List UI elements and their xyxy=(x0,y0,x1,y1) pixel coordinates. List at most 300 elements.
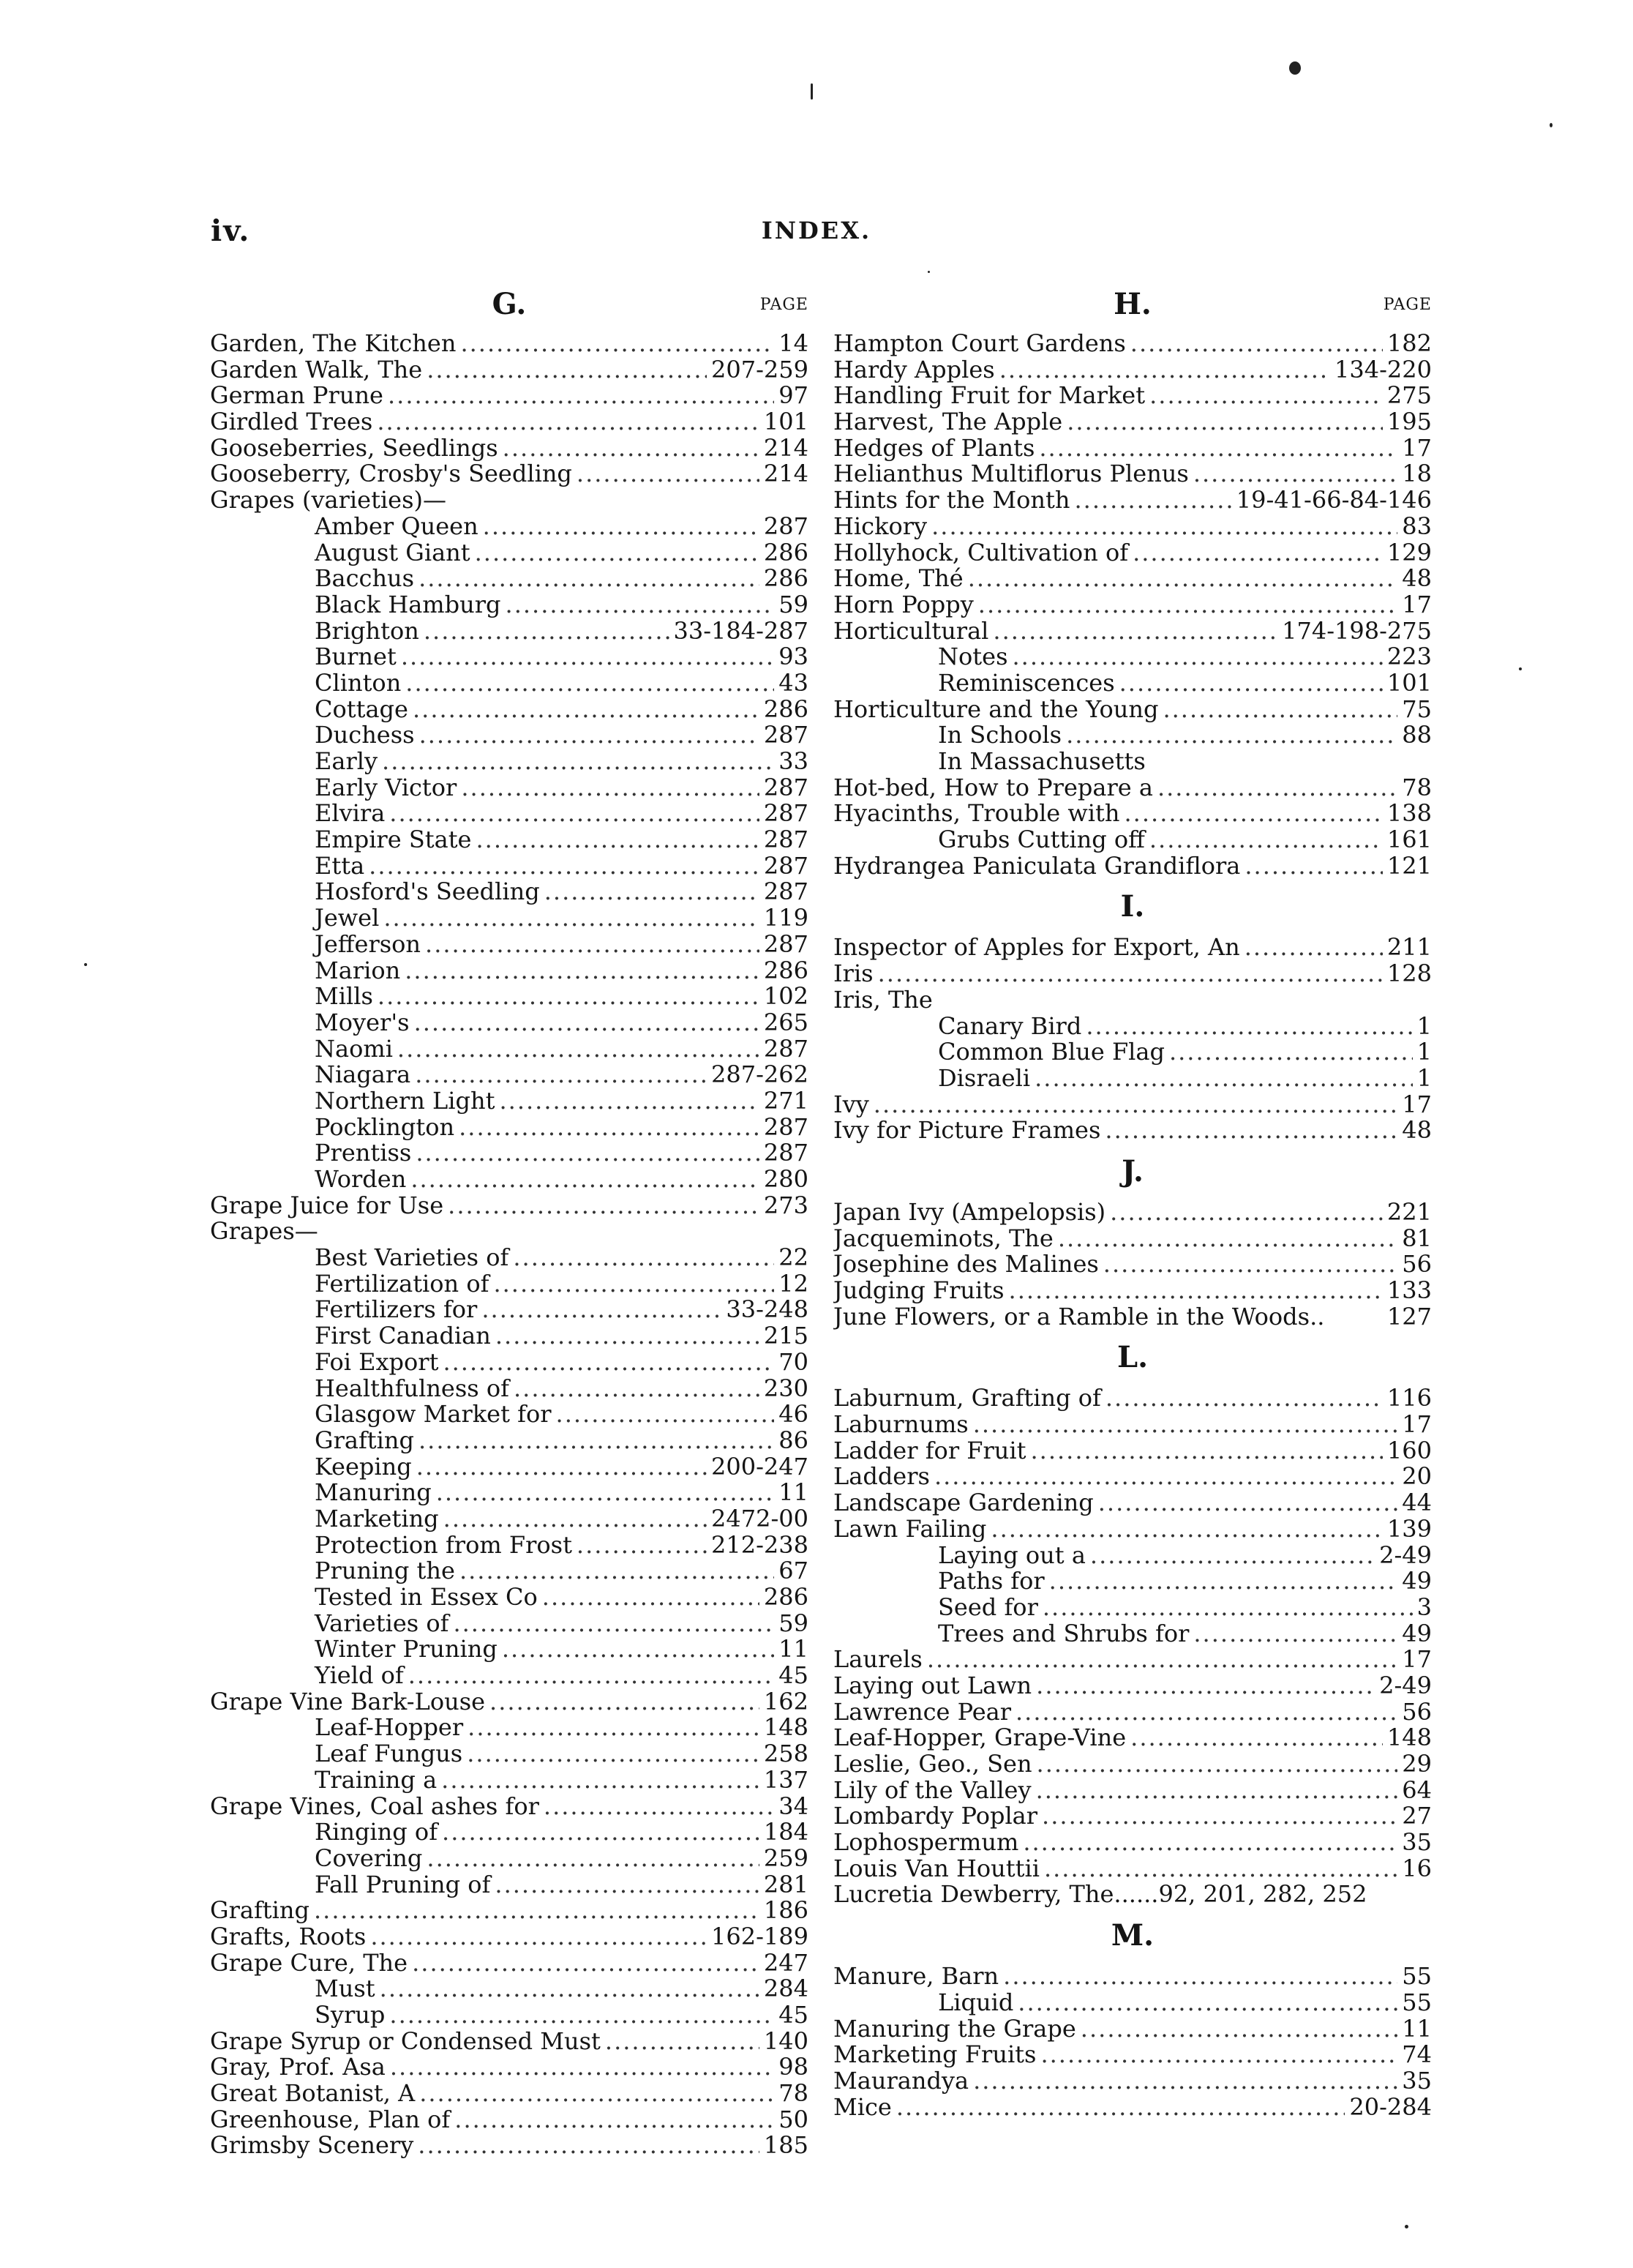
entry-page-number: 212-238 xyxy=(711,1532,808,1559)
entry-page-number: 148 xyxy=(763,1715,808,1742)
entry-term: Must xyxy=(315,1976,375,2002)
column-head-left xyxy=(210,287,808,331)
index-entry xyxy=(833,1830,1432,1856)
dot-leader xyxy=(1245,935,1383,961)
entry-page-number: 19-41-66-84-146 xyxy=(1236,487,1432,514)
dot-leader xyxy=(1130,1725,1383,1751)
index-entry xyxy=(210,1715,808,1741)
entry-term: Lily of the Valley xyxy=(833,1777,1032,1804)
entry-term: Etta xyxy=(315,853,365,880)
index-entry xyxy=(210,566,808,592)
index-entry xyxy=(833,1673,1432,1699)
entry-term: Clinton xyxy=(315,670,402,697)
entry-page-number: 286 xyxy=(763,1584,808,1611)
dot-leader xyxy=(937,987,1427,1014)
dot-leader xyxy=(878,961,1383,987)
index-entry xyxy=(833,1304,1432,1331)
page-label-right: PAGE xyxy=(1383,296,1432,314)
entry-term: Naomi xyxy=(315,1036,393,1063)
index-entry xyxy=(833,961,1432,987)
entry-term: Judging Fruits xyxy=(833,1278,1005,1304)
section-letter: M. xyxy=(1111,1918,1155,1953)
index-entry xyxy=(833,722,1432,749)
entry-term: Foi Export xyxy=(315,1349,439,1376)
index-entry xyxy=(833,1778,1432,1804)
entry-page-number: 161 xyxy=(1386,827,1432,853)
dot-leader xyxy=(1103,1251,1397,1278)
dot-leader xyxy=(1036,1673,1375,1699)
dot-leader xyxy=(453,1611,774,1637)
entry-term: Manure, Barn xyxy=(833,1964,999,1990)
dot-leader xyxy=(577,1532,707,1559)
index-entry xyxy=(210,514,808,540)
entry-term: Mice xyxy=(833,2094,892,2121)
entry-term: Worden xyxy=(315,1167,407,1193)
entry-page-number: 78 xyxy=(778,2081,808,2107)
index-entry xyxy=(833,1385,1432,1412)
index-entry xyxy=(833,1543,1432,1569)
entry-page-number: 247 xyxy=(763,1950,808,1977)
dot-leader xyxy=(896,2095,1345,2121)
index-entry xyxy=(833,357,1432,383)
entry-page-number: 174-198-275 xyxy=(1282,618,1432,645)
dot-leader xyxy=(414,1010,759,1036)
entry-page-number: 275 xyxy=(1386,383,1432,410)
entry-term: Harvest, The Apple xyxy=(833,409,1063,435)
dot-leader xyxy=(461,775,759,801)
index-entry xyxy=(210,1297,808,1323)
entry-page-number: 162 xyxy=(763,1688,808,1715)
index-entry xyxy=(833,1964,1432,1990)
index-entry xyxy=(210,1350,808,1376)
entry-term: Cottage xyxy=(315,696,408,723)
entry-page-number: 11 xyxy=(1402,2016,1432,2043)
index-entry xyxy=(210,1219,808,1245)
index-entry xyxy=(210,1167,808,1193)
index-entry xyxy=(833,1118,1432,1144)
entry-term: Manuring the Grape xyxy=(833,2016,1076,2043)
index-entry xyxy=(833,1066,1432,1092)
dot-leader xyxy=(1018,1990,1397,2016)
entry-page-number: 34 xyxy=(778,1793,808,1820)
entry-term: Jewel xyxy=(315,905,380,932)
dot-leader xyxy=(514,1376,759,1402)
dot-leader xyxy=(475,540,759,566)
dot-leader xyxy=(1193,461,1397,487)
entry-page-number: 195 xyxy=(1386,409,1432,435)
index-entry xyxy=(210,357,808,383)
entry-page-number: 101 xyxy=(763,409,808,435)
index-entry xyxy=(210,722,808,749)
entry-page-number: 48 xyxy=(1402,1118,1432,1144)
entry-page-number: 74 xyxy=(1402,2042,1432,2068)
entry-page-number: 18 xyxy=(1402,461,1432,488)
index-entry xyxy=(210,1323,808,1350)
index-entry xyxy=(833,2068,1432,2095)
dot-leader xyxy=(1049,1568,1398,1595)
dot-leader xyxy=(978,592,1397,618)
dot-leader xyxy=(1030,1438,1382,1464)
dot-leader xyxy=(1016,1699,1397,1726)
entry-page-number: 258 xyxy=(763,1741,808,1767)
index-entry xyxy=(833,749,1432,775)
dot-leader xyxy=(993,618,1277,645)
index-entry xyxy=(833,775,1432,801)
entry-term: Paths for xyxy=(938,1568,1045,1595)
entry-term: Fall Pruning of xyxy=(315,1871,491,1898)
entry-page-number: 139 xyxy=(1386,1516,1432,1543)
dot-leader xyxy=(378,984,759,1010)
dot-leader xyxy=(1066,722,1397,749)
entry-page-number: 56 xyxy=(1402,1699,1432,1726)
entry-term: Inspector of Apples for Export, An xyxy=(833,935,1240,962)
index-entry xyxy=(833,1882,1432,1908)
entry-term: Pruning the xyxy=(315,1558,455,1584)
dot-leader xyxy=(369,853,759,880)
entry-term: Laburnums xyxy=(833,1412,969,1438)
entry-page-number: 88 xyxy=(1402,722,1432,749)
dot-leader xyxy=(973,1412,1398,1438)
dot-leader xyxy=(556,1401,775,1428)
entry-term: Gray, Prof. Asa xyxy=(210,2054,386,2081)
dot-leader xyxy=(1035,1066,1413,1092)
index-entry xyxy=(210,1088,808,1115)
index-entry xyxy=(210,409,808,435)
entry-term: Fertilizers for xyxy=(315,1297,478,1324)
index-entry xyxy=(210,1976,808,2002)
entry-term: Early xyxy=(315,749,378,775)
entry-page-number: 184 xyxy=(763,1819,808,1846)
index-entry xyxy=(833,592,1432,618)
entry-page-number: 1 xyxy=(1416,1039,1432,1066)
dot-leader xyxy=(1371,1882,1427,1908)
scan-speck xyxy=(84,963,87,966)
entry-page-number: 287 xyxy=(763,722,808,749)
entry-page-number: 160 xyxy=(1386,1437,1432,1464)
dot-leader xyxy=(495,1323,759,1350)
entry-page-number: 12 xyxy=(778,1270,808,1298)
dot-leader xyxy=(459,1115,759,1141)
index-entry xyxy=(210,697,808,723)
index-entry xyxy=(210,1611,808,1637)
section-letter-h: H. xyxy=(1114,287,1152,321)
entry-term: Horn Poppy xyxy=(833,591,974,618)
index-entry xyxy=(210,1480,808,1506)
entry-term: Prentiss xyxy=(315,1140,412,1167)
entry-page-number: 17 xyxy=(1402,1091,1432,1118)
entry-term: Niagara xyxy=(315,1062,411,1088)
dot-leader xyxy=(1329,1304,1383,1331)
entry-term: Tested in Essex Co xyxy=(315,1584,538,1611)
index-entry xyxy=(833,1014,1432,1040)
dot-leader xyxy=(483,514,759,540)
entry-term: Ladders xyxy=(833,1464,930,1491)
entry-term: Fertilization of xyxy=(315,1270,489,1298)
entry-page-number: 83 xyxy=(1402,513,1432,540)
entry-page-number: 186 xyxy=(763,1898,808,1924)
scan-speck xyxy=(1519,667,1522,670)
index-entry xyxy=(210,2029,808,2055)
entry-term: Pocklington xyxy=(315,1114,455,1141)
right-entry-list xyxy=(833,331,1432,2120)
index-entry xyxy=(210,749,808,775)
dot-leader xyxy=(1023,1830,1397,1856)
index-entry xyxy=(210,879,808,905)
index-entry xyxy=(833,1568,1432,1595)
entry-term: Grape Vine Bark-Louse xyxy=(210,1688,486,1715)
dot-leader xyxy=(425,932,759,958)
entry-term: Garden Walk, The xyxy=(210,356,423,383)
dot-leader xyxy=(495,1872,759,1898)
index-entry xyxy=(833,1226,1432,1252)
entry-term: Marion xyxy=(315,957,401,984)
dot-leader xyxy=(323,1219,804,1245)
entry-term: Hedges of Plants xyxy=(833,435,1035,462)
entry-term: Varieties of xyxy=(315,1610,449,1637)
dot-leader xyxy=(424,618,669,645)
column-head-right xyxy=(833,287,1432,331)
entry-term: Hampton Court Gardens xyxy=(833,331,1126,357)
entry-term: Winter Pruning xyxy=(315,1636,498,1663)
entry-page-number: 64 xyxy=(1402,1777,1432,1804)
entry-term: Manuring xyxy=(315,1480,432,1506)
entry-page-number: 119 xyxy=(763,905,808,932)
entry-page-number: 116 xyxy=(1386,1385,1432,1412)
entry-term: Horticulture and the Young xyxy=(833,696,1159,723)
dot-leader xyxy=(380,1976,759,2002)
entry-term: Garden, The Kitchen xyxy=(210,331,457,357)
entry-term: Horticultural xyxy=(833,618,989,645)
index-entry xyxy=(833,618,1432,645)
dot-leader xyxy=(1067,409,1383,435)
entry-term: Laburnum, Grafting of xyxy=(833,1385,1101,1412)
entry-term: Healthfulness of xyxy=(315,1375,509,1402)
index-entry xyxy=(833,801,1432,827)
index-entry xyxy=(833,1278,1432,1304)
entry-term: Liquid xyxy=(938,1989,1014,2016)
index-column-right xyxy=(833,287,1432,2120)
dot-leader xyxy=(397,1036,759,1063)
scan-speck xyxy=(928,271,930,273)
entry-term: First Canadian xyxy=(315,1323,491,1350)
index-entry xyxy=(210,2107,808,2133)
entry-page-number: 59 xyxy=(778,591,808,618)
dot-leader xyxy=(419,2081,774,2107)
index-entry xyxy=(833,2095,1432,2121)
entry-page-number: 128 xyxy=(1386,961,1432,987)
dot-leader xyxy=(370,1924,707,1950)
index-entry xyxy=(833,514,1432,540)
entry-term: Grape Syrup or Condensed Must xyxy=(210,2028,601,2055)
entry-term: Grape Juice for Use xyxy=(210,1192,444,1219)
entry-term: Mills xyxy=(315,984,373,1010)
entry-page-number: 17 xyxy=(1402,435,1432,462)
dot-leader xyxy=(390,2054,774,2081)
index-entry xyxy=(210,383,808,409)
index-entry xyxy=(833,1464,1432,1490)
dot-leader xyxy=(1081,2016,1397,2043)
entry-page-number: 287 xyxy=(763,513,808,540)
entry-term: Empire State xyxy=(315,827,472,853)
index-entry xyxy=(210,618,808,645)
dot-leader xyxy=(383,905,759,932)
scan-speck xyxy=(811,83,813,100)
index-entry xyxy=(210,1924,808,1950)
dot-leader xyxy=(1150,749,1427,775)
dot-leader xyxy=(377,409,759,435)
index-entry xyxy=(210,905,808,932)
index-entry xyxy=(833,1490,1432,1516)
index-entry xyxy=(210,1401,808,1428)
scan-speck xyxy=(1289,61,1301,75)
index-entry xyxy=(210,1062,808,1088)
entry-page-number: 207-259 xyxy=(711,356,808,383)
entry-page-number: 48 xyxy=(1402,566,1432,592)
entry-page-number: 101 xyxy=(1386,670,1432,697)
section-letter-g: G. xyxy=(492,287,527,321)
entry-term: Louis Van Houttii xyxy=(833,1855,1040,1882)
index-entry xyxy=(210,540,808,566)
dot-leader xyxy=(1003,1964,1397,1990)
entry-page-number: 43 xyxy=(778,670,808,697)
entry-page-number: 140 xyxy=(763,2028,808,2055)
index-entry xyxy=(210,1819,808,1846)
dot-leader xyxy=(605,2029,759,2055)
entry-term: Protection from Frost xyxy=(315,1532,572,1559)
dot-leader xyxy=(1090,1543,1375,1569)
entry-page-number: 281 xyxy=(763,1871,808,1898)
index-entry xyxy=(833,1699,1432,1726)
entry-page-number: 200-247 xyxy=(711,1453,808,1481)
dot-leader xyxy=(467,1741,759,1767)
entry-term: Bacchus xyxy=(315,566,415,592)
entry-page-number: 27 xyxy=(1402,1803,1432,1830)
entry-term: Elvira xyxy=(315,801,386,828)
dot-leader xyxy=(1074,487,1231,514)
entry-term: Grapes (varieties)— xyxy=(210,487,446,514)
index-entry xyxy=(210,2081,808,2107)
dot-leader xyxy=(468,1715,759,1741)
entry-term: Iris, The xyxy=(833,987,933,1014)
entry-page-number: 286 xyxy=(763,566,808,592)
entry-term: German Prune xyxy=(210,383,383,410)
dot-leader xyxy=(418,1428,774,1454)
entry-page-number: 137 xyxy=(763,1767,808,1794)
dot-leader xyxy=(389,801,759,827)
dot-leader xyxy=(1042,1803,1397,1830)
dot-leader xyxy=(973,2068,1397,2095)
entry-page-number: 67 xyxy=(778,1558,808,1584)
index-entry xyxy=(210,2002,808,2029)
entry-term: June Flowers, or a Ramble in the Woods.. xyxy=(833,1303,1325,1331)
dot-leader xyxy=(1245,853,1383,880)
index-entry xyxy=(210,1584,808,1611)
entry-page-number: 127 xyxy=(1386,1303,1432,1331)
entry-term: Gooseberry, Crosby's Seedling xyxy=(210,461,572,488)
entry-term: Maurandya xyxy=(833,2067,969,2095)
entry-term: Iris xyxy=(833,961,874,987)
index-entry xyxy=(833,827,1432,853)
entry-page-number: 287-262 xyxy=(711,1062,808,1088)
entry-page-number: 214 xyxy=(763,435,808,462)
entry-page-number: 2472-00 xyxy=(711,1505,808,1532)
index-entry xyxy=(210,644,808,670)
entry-term: Disraeli xyxy=(938,1065,1031,1092)
scan-speck xyxy=(1405,2225,1408,2228)
entry-term: Jacqueminots, The xyxy=(833,1225,1054,1252)
dot-leader xyxy=(1163,697,1397,723)
dot-leader xyxy=(931,514,1397,540)
dot-leader xyxy=(544,879,759,905)
entry-term: Notes xyxy=(938,644,1008,670)
entry-term: Great Botanist, A xyxy=(210,2081,416,2107)
entry-term: Duchess xyxy=(315,722,415,749)
entry-term: Grafting xyxy=(210,1898,309,1924)
index-entry xyxy=(210,1454,808,1481)
dot-leader xyxy=(389,2002,774,2029)
entry-term: Keeping xyxy=(315,1453,412,1481)
index-entry xyxy=(833,670,1432,697)
entry-page-number: 93 xyxy=(778,644,808,670)
dot-leader xyxy=(1157,775,1397,801)
entry-term: Grimsby Scenery xyxy=(210,2133,414,2160)
index-entry xyxy=(833,1990,1432,2016)
index-entry xyxy=(833,1856,1432,1882)
entry-page-number: 133 xyxy=(1386,1278,1432,1304)
index-entry xyxy=(833,461,1432,487)
entry-page-number: 287 xyxy=(763,1114,808,1141)
index-entry xyxy=(210,670,808,697)
entry-page-number: 273 xyxy=(763,1192,808,1219)
entry-page-number: 17 xyxy=(1402,1647,1432,1673)
index-entry xyxy=(210,1846,808,1872)
entry-page-number: 81 xyxy=(1402,1225,1432,1252)
index-entry xyxy=(833,935,1432,961)
index-entry xyxy=(833,1438,1432,1464)
dot-leader xyxy=(382,749,774,775)
index-entry xyxy=(210,827,808,853)
entry-page-number: 33 xyxy=(778,749,808,775)
entry-term: Leaf Fungus xyxy=(315,1741,463,1767)
dot-leader xyxy=(412,1950,759,1977)
dot-leader xyxy=(388,383,774,409)
entry-page-number: 11 xyxy=(778,1480,808,1506)
dot-leader xyxy=(1036,1778,1398,1804)
dot-leader xyxy=(999,357,1330,383)
entry-term: Japan Ivy (Ampelopsis) xyxy=(833,1199,1106,1226)
index-entry xyxy=(210,1636,808,1663)
entry-term: Hyacinths, Trouble with xyxy=(833,801,1120,828)
dot-leader xyxy=(419,722,759,749)
entry-term: Lawn Failing xyxy=(833,1516,987,1543)
entry-page-number: 45 xyxy=(778,1663,808,1689)
dot-leader xyxy=(415,1062,707,1088)
dot-leader xyxy=(405,958,759,984)
entry-term: Lophospermum xyxy=(833,1830,1019,1856)
entry-term: Training a xyxy=(315,1767,438,1794)
entry-term: Seed for xyxy=(938,1594,1038,1621)
entry-page-number: 121 xyxy=(1386,853,1432,880)
scan-speck xyxy=(1550,123,1553,127)
index-entry xyxy=(833,566,1432,592)
entry-page-number: 284 xyxy=(763,1976,808,2002)
index-entry xyxy=(210,801,808,827)
index-entry xyxy=(833,409,1432,435)
index-entry xyxy=(833,1412,1432,1438)
entry-term: Grape Cure, The xyxy=(210,1950,408,1977)
entry-term: Best Varieties of xyxy=(315,1245,509,1271)
entry-term: Laurels xyxy=(833,1647,923,1673)
